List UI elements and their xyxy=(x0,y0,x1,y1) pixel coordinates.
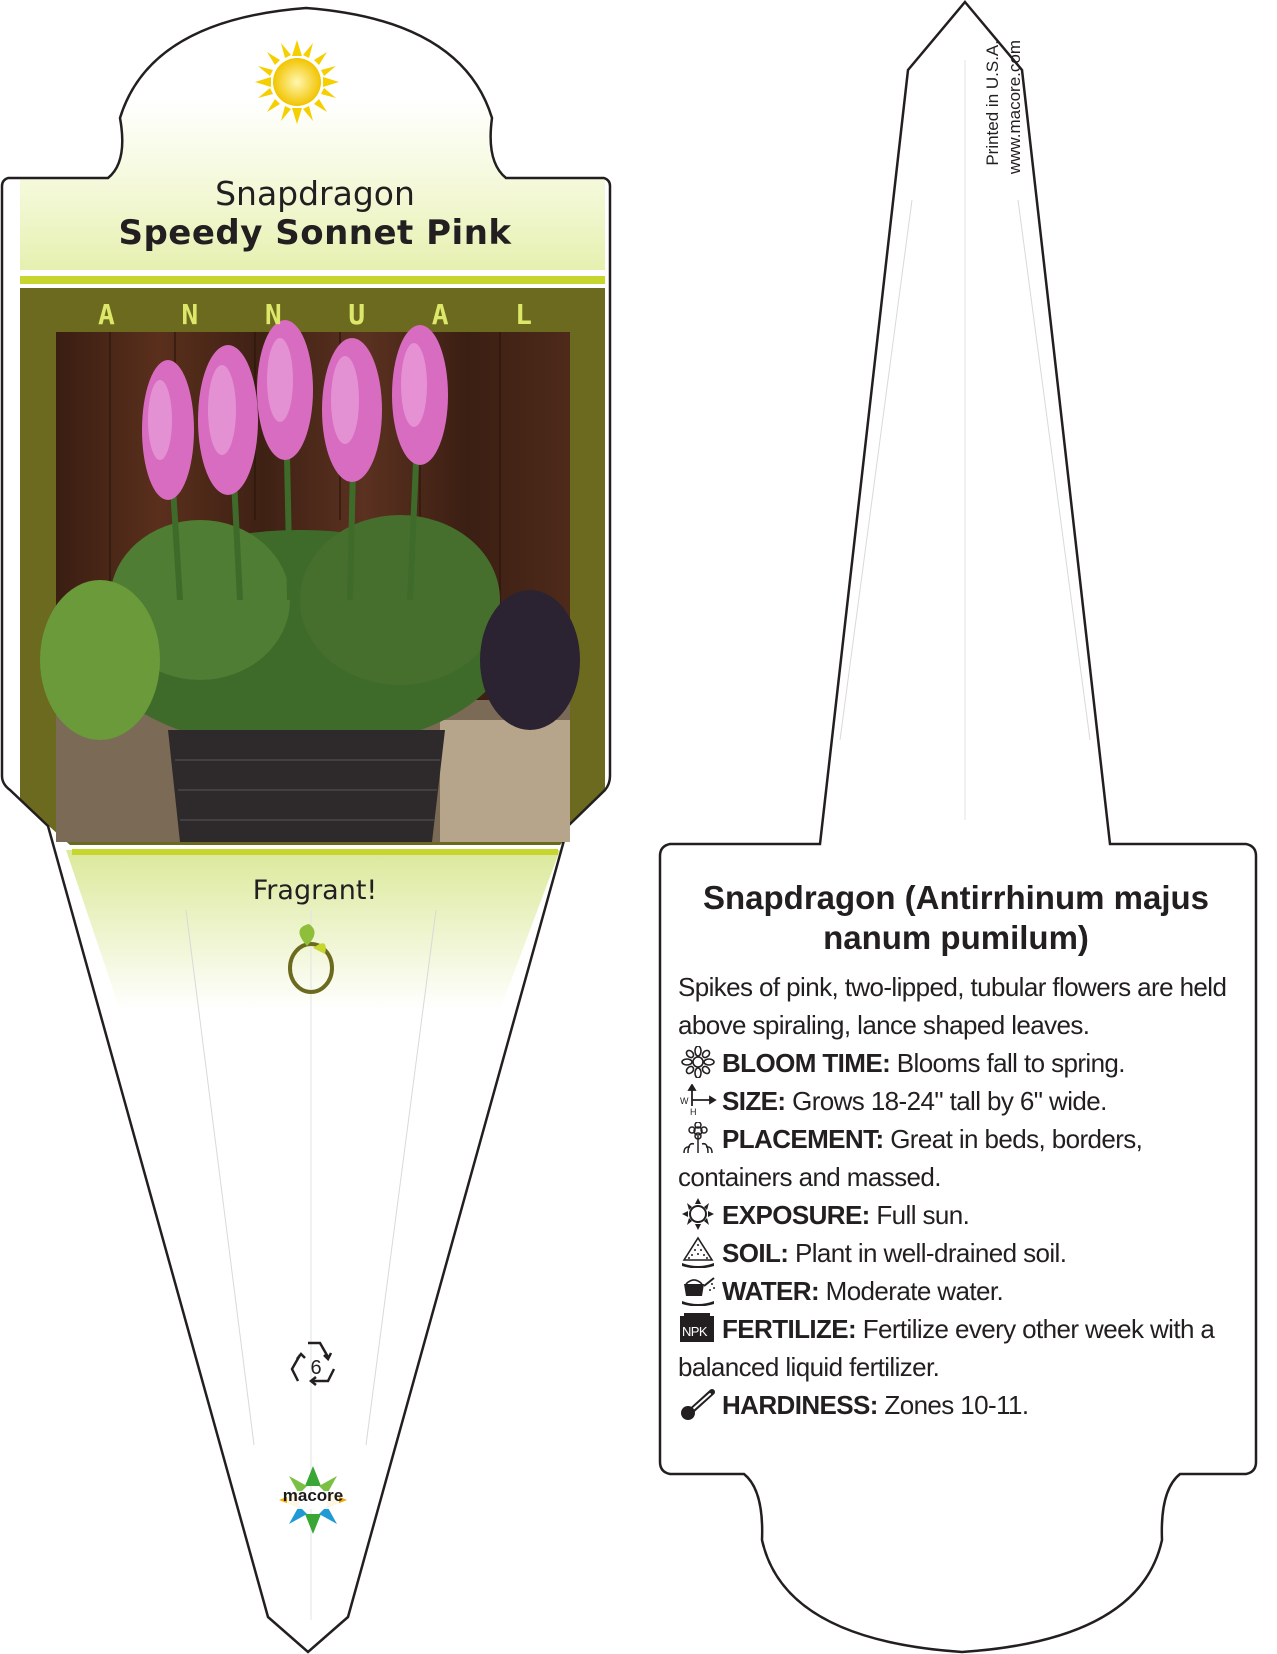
category-label xyxy=(60,298,570,331)
detail-label: BLOOM TIME: xyxy=(722,1048,891,1078)
category-letter: N xyxy=(264,298,282,331)
size-icon xyxy=(678,1084,718,1116)
variety-name: Speedy Sonnet Pink xyxy=(118,213,512,253)
svg-text:H: H xyxy=(690,1107,696,1116)
detail-water xyxy=(678,1272,1238,1310)
detail-text: Grows 18-24" tall by 6" wide. xyxy=(792,1086,1107,1116)
detail-text: Plant in well-drained soil. xyxy=(794,1238,1067,1268)
detail-text: Moderate water. xyxy=(825,1276,1004,1306)
care-info xyxy=(678,968,1238,1424)
detail-bloom-time xyxy=(678,1044,1238,1082)
category-letter: U xyxy=(348,298,366,331)
printed-origin: Printed in U.S.A. xyxy=(983,40,1002,166)
detail-label: SOIL: xyxy=(722,1238,789,1268)
detail-soil xyxy=(678,1234,1238,1272)
detail-label: EXPOSURE: xyxy=(722,1200,870,1230)
exposure-icon xyxy=(678,1198,718,1230)
detail-label: SIZE: xyxy=(722,1086,786,1116)
detail-text: Zones 10-11. xyxy=(884,1390,1029,1420)
detail-text: Full sun. xyxy=(876,1200,970,1230)
svg-text:W: W xyxy=(680,1096,688,1106)
detail-text: Great in beds, borders, containers and massed. xyxy=(678,1124,1143,1192)
category-letter: A xyxy=(431,298,449,331)
detail-placement xyxy=(678,1120,1238,1196)
category-letter: N xyxy=(181,298,199,331)
print-info xyxy=(982,40,1032,250)
detail-fertilize xyxy=(678,1310,1238,1386)
npk-icon xyxy=(678,1312,718,1344)
feature-text: Fragrant! xyxy=(252,875,378,906)
detail-label: HARDINESS: xyxy=(722,1390,878,1420)
recycle-number: 6 xyxy=(310,1357,322,1379)
common-name: Snapdragon xyxy=(215,174,415,213)
water-icon xyxy=(678,1274,718,1306)
detail-label: PLACEMENT: xyxy=(722,1124,884,1154)
description: Spikes of pink, two-lipped, tubular flowers are held above spiraling, lance shaped leaves. xyxy=(678,972,1227,1040)
soil-icon xyxy=(678,1236,718,1268)
sun-icon xyxy=(255,40,339,124)
bloom-icon xyxy=(678,1046,718,1078)
detail-hardiness xyxy=(678,1386,1238,1424)
category-letter: L xyxy=(515,298,532,331)
botanical-title: Snapdragon (Antirrhinum majus nanum pumilum) xyxy=(702,879,1210,956)
detail-label: WATER: xyxy=(722,1276,820,1306)
detail-label: FERTILIZE: xyxy=(722,1314,857,1344)
detail-exposure xyxy=(678,1196,1238,1234)
brand-name: macore xyxy=(282,1486,344,1505)
thermometer-icon xyxy=(678,1388,718,1420)
website: www.macore.com xyxy=(1005,40,1024,175)
detail-size xyxy=(678,1082,1238,1120)
placement-icon xyxy=(678,1122,718,1154)
detail-text: Fertilize every other week with a balanced liquid fertilizer. xyxy=(678,1314,1215,1382)
svg-text:NPK: NPK xyxy=(682,1324,707,1339)
plant-photo xyxy=(40,320,580,842)
category-letter: A xyxy=(98,298,115,331)
detail-text: Blooms fall to spring. xyxy=(896,1048,1125,1078)
